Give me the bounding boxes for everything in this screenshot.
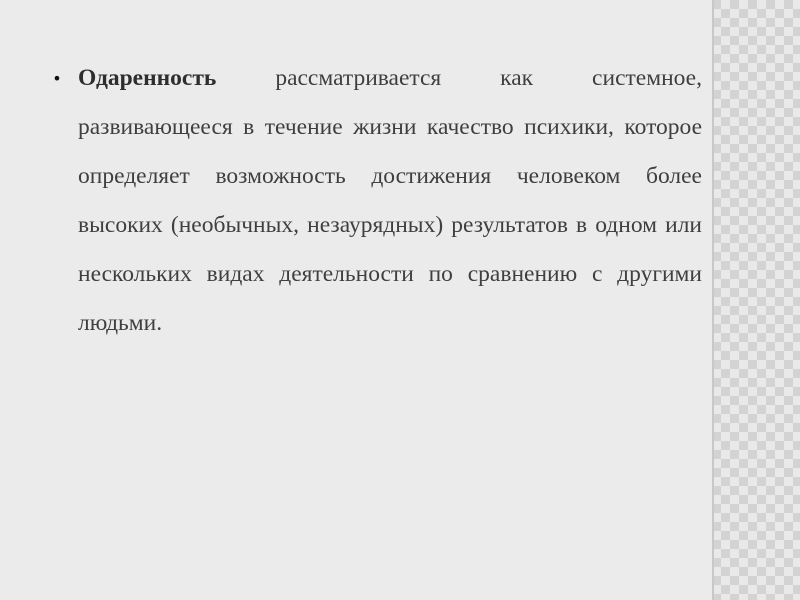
definition-paragraph [52, 54, 702, 348]
slide-content [52, 54, 702, 348]
bullet-icon: • [52, 69, 62, 88]
sidebar-divider [712, 0, 714, 600]
diamond-pattern-sidebar [712, 0, 800, 600]
term-label: Одаренность [78, 65, 217, 91]
definition-text: рассматривается как системное, развивающееся в течение жизни качество психики, которое определяет возможность достижения человеком более высоких (необычных, незаурядных) результатов в одном или нескольких видах деятельности по сравнению с другими людьми. [78, 65, 702, 336]
